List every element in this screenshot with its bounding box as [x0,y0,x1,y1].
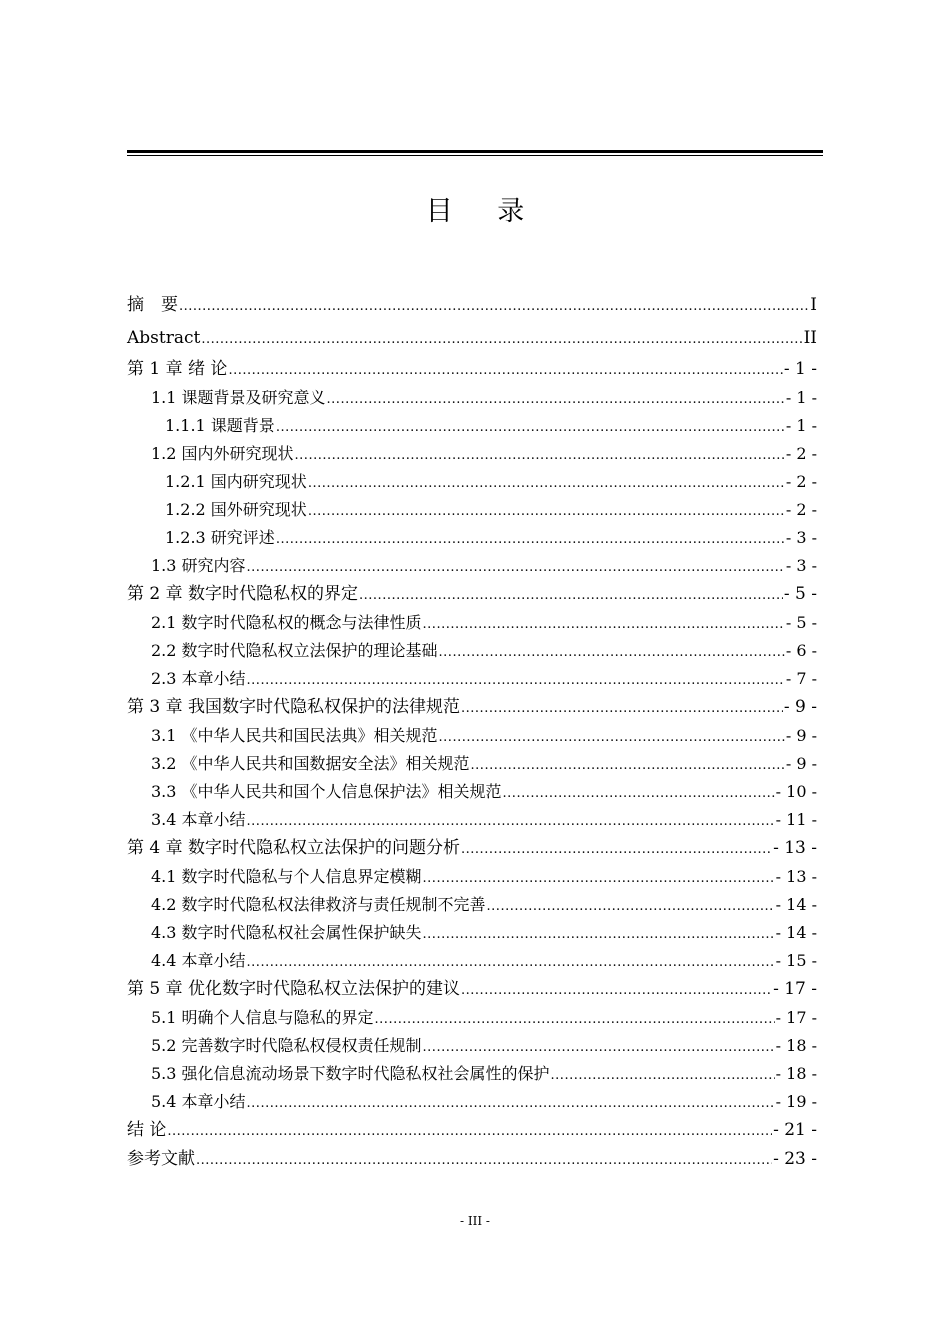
toc-dot-leader [359,581,783,610]
toc-entry-label: 3.4 本章小结 [151,810,246,829]
toc-entry[interactable] [127,863,817,891]
toc-entry-page: - 2 - [785,500,817,519]
toc-entry[interactable] [127,524,817,552]
toc-entry[interactable] [127,947,817,975]
toc-entry-page: - 5 - [783,584,817,604]
toc-entry-label: 4.1 数字时代隐私与个人信息界定模糊 [151,867,422,886]
toc-entry-page: - 17 - [775,1008,817,1027]
toc-entry[interactable] [127,806,817,834]
toc-entry[interactable] [127,322,817,355]
toc-entry[interactable] [127,1116,817,1145]
toc-entry-label: 1.2 国内外研究现状 [151,444,294,463]
toc-dot-leader [247,554,785,582]
toc-entry[interactable] [127,891,817,919]
toc-entry-page: - 7 - [785,669,817,688]
header-rule-thick [127,150,823,153]
toc-entry-page: - 2 - [785,472,817,491]
toc-entry[interactable] [127,1088,817,1116]
toc-dot-leader [471,752,785,780]
toc-entry[interactable] [127,609,817,637]
table-of-contents [127,289,817,1174]
toc-entry-label: 3.2 《中华人民共和国数据安全法》相关规范 [151,754,470,773]
header-rule-thin [127,155,823,156]
toc-dot-leader [503,780,775,808]
toc-dot-leader [423,1034,775,1062]
toc-entry-page: - 1 - [785,388,817,407]
toc-dot-leader [247,667,785,695]
toc-entry-page: - 6 - [785,641,817,660]
toc-entry[interactable] [127,975,817,1004]
toc-entry-page: - 19 - [775,1092,817,1111]
toc-entry-label: 第 3 章 我国数字时代隐私权保护的法律规范 [127,697,461,717]
page-title: 目 录 [425,196,543,227]
toc-dot-leader [551,1062,775,1090]
toc-entry[interactable] [127,496,817,524]
toc-dot-leader [461,694,783,723]
toc-entry-label: 5.2 完善数字时代隐私权侵权责任规制 [151,1036,422,1055]
toc-entry[interactable] [127,834,817,863]
toc-entry-label: 3.1 《中华人民共和国民法典》相关规范 [151,726,438,745]
toc-dot-leader [423,865,775,893]
toc-entry[interactable] [127,1145,817,1174]
toc-entry[interactable] [127,919,817,947]
toc-dot-leader [228,356,782,385]
toc-dot-leader [327,386,785,414]
toc-entry-page: - 5 - [785,613,817,632]
toc-entry-label: 1.3 研究内容 [151,556,246,575]
toc-entry-page: - 9 - [783,697,817,717]
toc-dot-leader [247,1090,775,1118]
toc-entry[interactable] [127,1032,817,1060]
toc-entry-label: 5.4 本章小结 [151,1092,246,1111]
toc-entry-label: 结 论 [127,1120,167,1140]
toc-dot-leader [487,893,775,921]
toc-entry[interactable] [127,440,817,468]
toc-dot-leader [308,470,785,498]
toc-entry-label: Abstract [127,328,201,348]
toc-dot-leader [247,949,775,977]
toc-entry-page: - 17 - [773,979,817,999]
toc-entry[interactable] [127,722,817,750]
toc-entry-page: - 23 - [773,1149,817,1169]
toc-entry-page: - 18 - [775,1036,817,1055]
toc-entry-label: 参考文献 [127,1149,195,1169]
toc-entry[interactable] [127,468,817,496]
page-number-footer: - III - [460,1214,490,1228]
toc-entry-page: - 15 - [775,951,817,970]
toc-entry-label: 2.2 数字时代隐私权立法保护的理论基础 [151,641,438,660]
toc-dot-leader [375,1006,775,1034]
toc-entry-label: 2.3 本章小结 [151,669,246,688]
toc-entry[interactable] [127,1060,817,1088]
toc-entry-page: - 11 - [775,810,817,829]
toc-dot-leader [179,290,809,323]
toc-dot-leader [295,442,785,470]
toc-entry-label: 2.1 数字时代隐私权的概念与法律性质 [151,613,422,632]
toc-dot-leader [276,414,785,442]
toc-entry[interactable] [127,384,817,412]
toc-entry-page: - 3 - [785,556,817,575]
toc-dot-leader [423,611,785,639]
toc-entry[interactable] [127,580,817,609]
toc-entry-page: - 10 - [775,782,817,801]
toc-entry-page: - 21 - [773,1120,817,1140]
toc-entry-page: II [803,328,817,348]
toc-entry-label: 第 5 章 优化数字时代隐私权立法保护的建议 [127,979,461,999]
toc-entry-page: - 9 - [785,754,817,773]
toc-entry-label: 第 2 章 数字时代隐私权的界定 [127,584,359,604]
toc-entry-label: 1.2.1 国内研究现状 [165,472,307,491]
toc-entry[interactable] [127,355,817,384]
toc-entry-page: I [810,295,817,315]
toc-entry-label: 4.2 数字时代隐私权法律救济与责任规制不完善 [151,895,486,914]
toc-dot-leader [461,835,772,864]
toc-entry-page: - 14 - [775,895,817,914]
toc-entry-label: 1.1 课题背景及研究意义 [151,388,326,407]
toc-dot-leader [461,976,772,1005]
toc-dot-leader [196,1146,772,1175]
toc-entry-label: 4.4 本章小结 [151,951,246,970]
toc-entry[interactable] [127,289,817,322]
toc-entry[interactable] [127,693,817,722]
toc-entry-page: - 1 - [785,416,817,435]
toc-entry-label: 摘 要 [127,295,178,315]
toc-entry[interactable] [127,637,817,665]
toc-entry-label: 第 1 章 绪 论 [127,359,228,379]
toc-entry-page: - 9 - [785,726,817,745]
toc-dot-leader [308,498,785,526]
toc-entry[interactable] [127,778,817,806]
toc-entry-page: - 18 - [775,1064,817,1083]
toc-entry-label: 1.1.1 课题背景 [165,416,275,435]
toc-entry-label: 1.2.2 国外研究现状 [165,500,307,519]
toc-entry-page: - 2 - [785,444,817,463]
toc-dot-leader [247,808,775,836]
toc-dot-leader [439,724,785,752]
toc-dot-leader [167,1117,772,1146]
toc-entry-label: 3.3 《中华人民共和国个人信息保护法》相关规范 [151,782,502,801]
toc-entry-label: 5.3 强化信息流动场景下数字时代隐私权社会属性的保护 [151,1064,550,1083]
toc-entry[interactable] [127,665,817,693]
toc-entry[interactable] [127,412,817,440]
toc-dot-leader [201,323,802,356]
toc-entry-page: - 1 - [783,359,817,379]
toc-entry-page: - 14 - [775,923,817,942]
toc-entry[interactable] [127,552,817,580]
toc-entry-label: 第 4 章 数字时代隐私权立法保护的问题分析 [127,838,461,858]
toc-entry-page: - 13 - [773,838,817,858]
toc-entry-label: 1.2.3 研究评述 [165,528,275,547]
toc-entry-page: - 13 - [775,867,817,886]
toc-entry[interactable] [127,750,817,778]
toc-entry[interactable] [127,1004,817,1032]
toc-entry-label: 5.1 明确个人信息与隐私的界定 [151,1008,374,1027]
toc-entry-label: 4.3 数字时代隐私权社会属性保护缺失 [151,923,422,942]
toc-entry-page: - 3 - [785,528,817,547]
toc-dot-leader [423,921,775,949]
toc-dot-leader [276,526,785,554]
toc-dot-leader [439,639,785,667]
